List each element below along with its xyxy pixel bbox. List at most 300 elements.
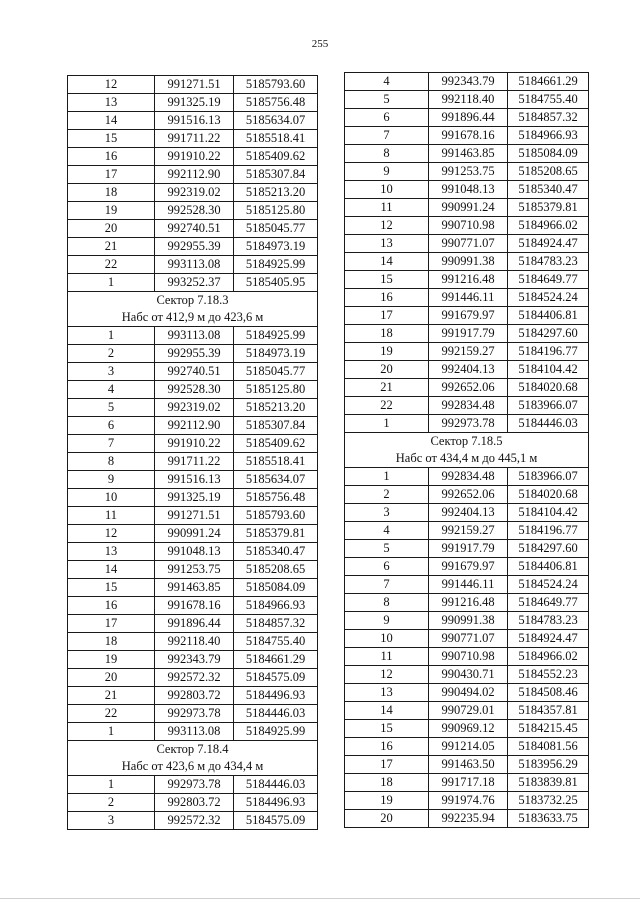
x-coordinate: 991463.50 [429,756,508,774]
point-number: 18 [345,774,429,792]
table-row [68,202,318,220]
table-row [345,540,589,558]
point-number: 5 [68,399,155,417]
point-number: 11 [68,507,155,525]
point-number: 21 [345,379,429,397]
x-coordinate: 992973.78 [155,705,234,723]
point-number: 13 [345,684,429,702]
point-number: 12 [345,217,429,235]
table-row [68,471,318,489]
x-coordinate: 992572.32 [155,812,234,830]
y-coordinate: 5185340.47 [234,543,318,561]
table-row [345,558,589,576]
point-number: 19 [68,202,155,220]
x-coordinate: 991271.51 [155,507,234,525]
point-number: 19 [68,651,155,669]
point-number: 8 [68,453,155,471]
point-number: 13 [68,94,155,112]
table-row [345,181,589,199]
table-row [68,561,318,579]
x-coordinate: 992528.30 [155,381,234,399]
x-coordinate: 991253.75 [155,561,234,579]
x-coordinate: 993113.08 [155,723,234,741]
y-coordinate: 5184966.02 [508,648,589,666]
point-number: 10 [345,630,429,648]
table-row [68,220,318,238]
table-row [345,163,589,181]
y-coordinate: 5185084.09 [234,579,318,597]
y-coordinate: 5185634.07 [234,112,318,130]
y-coordinate: 5184925.99 [234,256,318,274]
point-number: 8 [345,594,429,612]
x-coordinate: 992528.30 [155,202,234,220]
coordinates-table-right [344,72,589,828]
point-number: 22 [345,397,429,415]
table-row [345,630,589,648]
point-number: 9 [68,471,155,489]
point-number: 20 [68,669,155,687]
x-coordinate: 992319.02 [155,184,234,202]
y-coordinate: 5184575.09 [234,812,318,830]
point-number: 18 [68,633,155,651]
point-number: 11 [345,199,429,217]
y-coordinate: 5185340.47 [508,181,589,199]
table-row [345,594,589,612]
table-row [68,76,318,94]
table-row [345,91,589,109]
x-coordinate: 992572.32 [155,669,234,687]
y-coordinate: 5184966.02 [508,217,589,235]
y-coordinate: 5183966.07 [508,468,589,486]
x-coordinate: 992973.78 [429,415,508,433]
point-number: 3 [68,812,155,830]
x-coordinate: 991678.16 [429,127,508,145]
table-row [68,812,318,830]
y-coordinate: 5185518.41 [234,130,318,148]
table-row [68,633,318,651]
y-coordinate: 5185045.77 [234,363,318,381]
y-coordinate: 5184924.47 [508,235,589,253]
point-number: 1 [68,776,155,794]
table-row [345,343,589,361]
table-row [68,615,318,633]
y-coordinate: 5185518.41 [234,453,318,471]
table-row [345,145,589,163]
x-coordinate: 991711.22 [155,130,234,148]
point-number: 17 [68,615,155,633]
point-number: 5 [345,540,429,558]
table-row [68,776,318,794]
table-row [345,648,589,666]
table-row [345,325,589,343]
table-row [345,199,589,217]
y-coordinate: 5184297.60 [508,325,589,343]
point-number: 3 [68,363,155,381]
y-coordinate: 5185045.77 [234,220,318,238]
x-coordinate: 993113.08 [155,256,234,274]
x-coordinate: 991679.97 [429,307,508,325]
y-coordinate: 5184925.99 [234,327,318,345]
table-row [345,756,589,774]
table-row [345,415,589,433]
table-row [68,579,318,597]
x-coordinate: 992740.51 [155,220,234,238]
y-coordinate: 5185208.65 [508,163,589,181]
y-coordinate: 5185793.60 [234,76,318,94]
x-coordinate: 992159.27 [429,522,508,540]
point-number: 9 [345,612,429,630]
point-number: 9 [345,163,429,181]
table-row [68,381,318,399]
point-number: 11 [345,648,429,666]
table-row [68,417,318,435]
point-number: 1 [68,723,155,741]
x-coordinate: 992235.94 [429,810,508,828]
sector-height-range: Набс от 412,9 м до 423,6 м [68,309,318,327]
y-coordinate: 5183732.25 [508,792,589,810]
sector-header-row [68,741,318,759]
x-coordinate: 993252.37 [155,274,234,292]
table-row [345,612,589,630]
y-coordinate: 5184552.23 [508,666,589,684]
table-row [68,651,318,669]
table-row [68,345,318,363]
x-coordinate: 991463.85 [429,145,508,163]
x-coordinate: 992159.27 [429,343,508,361]
x-coordinate: 992404.13 [429,361,508,379]
x-coordinate: 992834.48 [429,468,508,486]
point-number: 5 [345,91,429,109]
point-number: 15 [68,579,155,597]
y-coordinate: 5184496.93 [234,687,318,705]
table-row [68,166,318,184]
table-row [345,522,589,540]
y-coordinate: 5185379.81 [234,525,318,543]
y-coordinate: 5184973.19 [234,345,318,363]
sector-header-row [345,450,589,468]
table-row [68,256,318,274]
y-coordinate: 5184020.68 [508,379,589,397]
x-coordinate: 991048.13 [155,543,234,561]
x-coordinate: 991516.13 [155,112,234,130]
y-coordinate: 5185405.95 [234,274,318,292]
point-number: 19 [345,792,429,810]
point-number: 7 [345,576,429,594]
x-coordinate: 990771.07 [429,630,508,648]
x-coordinate: 993113.08 [155,327,234,345]
y-coordinate: 5184446.03 [234,705,318,723]
point-number: 12 [68,525,155,543]
y-coordinate: 5185793.60 [234,507,318,525]
point-number: 16 [345,738,429,756]
y-coordinate: 5184215.45 [508,720,589,738]
point-number: 14 [345,702,429,720]
y-coordinate: 5185125.80 [234,202,318,220]
x-coordinate: 991325.19 [155,489,234,507]
point-number: 1 [345,468,429,486]
x-coordinate: 992343.79 [429,73,508,91]
table-row [68,112,318,130]
table-row [345,720,589,738]
table-row [345,235,589,253]
x-coordinate: 991271.51 [155,76,234,94]
y-coordinate: 5184755.40 [508,91,589,109]
x-coordinate: 991216.48 [429,271,508,289]
table-row [68,489,318,507]
table-row [345,109,589,127]
y-coordinate: 5184649.77 [508,271,589,289]
point-number: 15 [68,130,155,148]
table-row [345,576,589,594]
y-coordinate: 5184661.29 [508,73,589,91]
y-coordinate: 5185756.48 [234,94,318,112]
point-number: 22 [68,705,155,723]
y-coordinate: 5184446.03 [234,776,318,794]
y-coordinate: 5185208.65 [234,561,318,579]
y-coordinate: 5184508.46 [508,684,589,702]
y-coordinate: 5185307.84 [234,417,318,435]
point-number: 14 [68,561,155,579]
point-number: 16 [345,289,429,307]
y-coordinate: 5184406.81 [508,558,589,576]
y-coordinate: 5185213.20 [234,399,318,417]
x-coordinate: 992652.06 [429,379,508,397]
table-row [68,543,318,561]
table-row [345,73,589,91]
y-coordinate: 5185409.62 [234,148,318,166]
point-number: 14 [345,253,429,271]
table-row [345,289,589,307]
sector-header-row [68,309,318,327]
x-coordinate: 991253.75 [429,163,508,181]
point-number: 6 [68,417,155,435]
point-number: 21 [68,687,155,705]
point-number: 15 [345,271,429,289]
table-row [345,127,589,145]
x-coordinate: 992652.06 [429,486,508,504]
y-coordinate: 5184925.99 [234,723,318,741]
point-number: 2 [345,486,429,504]
point-number: 8 [345,145,429,163]
x-coordinate: 991917.79 [429,325,508,343]
point-number: 10 [68,489,155,507]
table-row [68,399,318,417]
table-row [68,453,318,471]
table-row [68,184,318,202]
table-row [68,94,318,112]
x-coordinate: 992955.39 [155,238,234,256]
y-coordinate: 5184966.93 [508,127,589,145]
x-coordinate: 992803.72 [155,687,234,705]
point-number: 4 [68,381,155,399]
point-number: 2 [68,345,155,363]
y-coordinate: 5184496.93 [234,794,318,812]
y-coordinate: 5184524.24 [508,289,589,307]
table-row [68,130,318,148]
table-row [345,468,589,486]
point-number: 1 [68,327,155,345]
table-row [345,486,589,504]
x-coordinate: 992834.48 [429,397,508,415]
point-number: 17 [345,307,429,325]
x-coordinate: 991214.05 [429,738,508,756]
y-coordinate: 5183839.81 [508,774,589,792]
x-coordinate: 992319.02 [155,399,234,417]
point-number: 19 [345,343,429,361]
table-row [345,738,589,756]
y-coordinate: 5184783.23 [508,612,589,630]
x-coordinate: 992740.51 [155,363,234,381]
table-row [68,435,318,453]
table-row [68,669,318,687]
point-number: 7 [68,435,155,453]
table-row [345,666,589,684]
table-row [345,684,589,702]
table-row [345,397,589,415]
x-coordinate: 991896.44 [429,109,508,127]
table-row [68,597,318,615]
point-number: 18 [68,184,155,202]
x-coordinate: 991917.79 [429,540,508,558]
sector-header-row [68,292,318,310]
table-row [68,148,318,166]
x-coordinate: 991910.22 [155,148,234,166]
x-coordinate: 992118.40 [155,633,234,651]
x-coordinate: 991216.48 [429,594,508,612]
y-coordinate: 5185756.48 [234,489,318,507]
y-coordinate: 5184357.81 [508,702,589,720]
table-row [68,363,318,381]
point-number: 1 [68,274,155,292]
table-row [345,253,589,271]
x-coordinate: 990729.01 [429,702,508,720]
y-coordinate: 5184297.60 [508,540,589,558]
point-number: 13 [345,235,429,253]
point-number: 14 [68,112,155,130]
x-coordinate: 992112.90 [155,166,234,184]
y-coordinate: 5184020.68 [508,486,589,504]
point-number: 4 [345,73,429,91]
table-row [68,525,318,543]
point-number: 15 [345,720,429,738]
table-row [345,504,589,522]
point-number: 20 [68,220,155,238]
point-number: 18 [345,325,429,343]
x-coordinate: 992973.78 [155,776,234,794]
coordinates-table-left [67,75,318,830]
point-number: 20 [345,810,429,828]
x-coordinate: 992955.39 [155,345,234,363]
y-coordinate: 5184575.09 [234,669,318,687]
table-row [68,723,318,741]
table-row [345,810,589,828]
sector-height-range: Набс от 434,4 м до 445,1 м [345,450,589,468]
table-row [345,702,589,720]
x-coordinate: 991463.85 [155,579,234,597]
y-coordinate: 5184924.47 [508,630,589,648]
sector-title: Сектор 7.18.5 [345,433,589,451]
point-number: 1 [345,415,429,433]
x-coordinate: 990771.07 [429,235,508,253]
y-coordinate: 5184081.56 [508,738,589,756]
point-number: 17 [345,756,429,774]
x-coordinate: 991711.22 [155,453,234,471]
point-number: 3 [345,504,429,522]
y-coordinate: 5185409.62 [234,435,318,453]
y-coordinate: 5185379.81 [508,199,589,217]
point-number: 21 [68,238,155,256]
point-number: 20 [345,361,429,379]
sector-height-range: Набс от 423,6 м до 434,4 м [68,758,318,776]
x-coordinate: 991896.44 [155,615,234,633]
table-row [345,271,589,289]
sector-title: Сектор 7.18.4 [68,741,318,759]
x-coordinate: 990991.24 [429,199,508,217]
point-number: 13 [68,543,155,561]
x-coordinate: 991678.16 [155,597,234,615]
y-coordinate: 5184755.40 [234,633,318,651]
point-number: 6 [345,109,429,127]
sector-title: Сектор 7.18.3 [68,292,318,310]
y-coordinate: 5183956.29 [508,756,589,774]
y-coordinate: 5185307.84 [234,166,318,184]
y-coordinate: 5184857.32 [508,109,589,127]
x-coordinate: 991325.19 [155,94,234,112]
y-coordinate: 5184196.77 [508,522,589,540]
y-coordinate: 5184524.24 [508,576,589,594]
x-coordinate: 991910.22 [155,435,234,453]
x-coordinate: 992343.79 [155,651,234,669]
table-row [68,794,318,812]
table-row [68,705,318,723]
y-coordinate: 5184196.77 [508,343,589,361]
y-coordinate: 5184104.42 [508,504,589,522]
table-row [68,238,318,256]
table-row [345,307,589,325]
y-coordinate: 5183966.07 [508,397,589,415]
x-coordinate: 990991.38 [429,612,508,630]
point-number: 6 [345,558,429,576]
x-coordinate: 991717.18 [429,774,508,792]
y-coordinate: 5184661.29 [234,651,318,669]
table-row [68,687,318,705]
y-coordinate: 5183633.75 [508,810,589,828]
x-coordinate: 990430.71 [429,666,508,684]
table-row [345,361,589,379]
page-edge-line [0,898,640,899]
y-coordinate: 5185634.07 [234,471,318,489]
point-number: 4 [345,522,429,540]
y-coordinate: 5184966.93 [234,597,318,615]
y-coordinate: 5184973.19 [234,238,318,256]
x-coordinate: 990710.98 [429,648,508,666]
x-coordinate: 992404.13 [429,504,508,522]
x-coordinate: 991974.76 [429,792,508,810]
x-coordinate: 991446.11 [429,576,508,594]
point-number: 10 [345,181,429,199]
x-coordinate: 992803.72 [155,794,234,812]
table-row [68,274,318,292]
y-coordinate: 5184446.03 [508,415,589,433]
x-coordinate: 990710.98 [429,217,508,235]
sector-header-row [68,758,318,776]
x-coordinate: 990991.38 [429,253,508,271]
y-coordinate: 5184406.81 [508,307,589,325]
x-coordinate: 991048.13 [429,181,508,199]
point-number: 12 [345,666,429,684]
x-coordinate: 991679.97 [429,558,508,576]
y-coordinate: 5185084.09 [508,145,589,163]
